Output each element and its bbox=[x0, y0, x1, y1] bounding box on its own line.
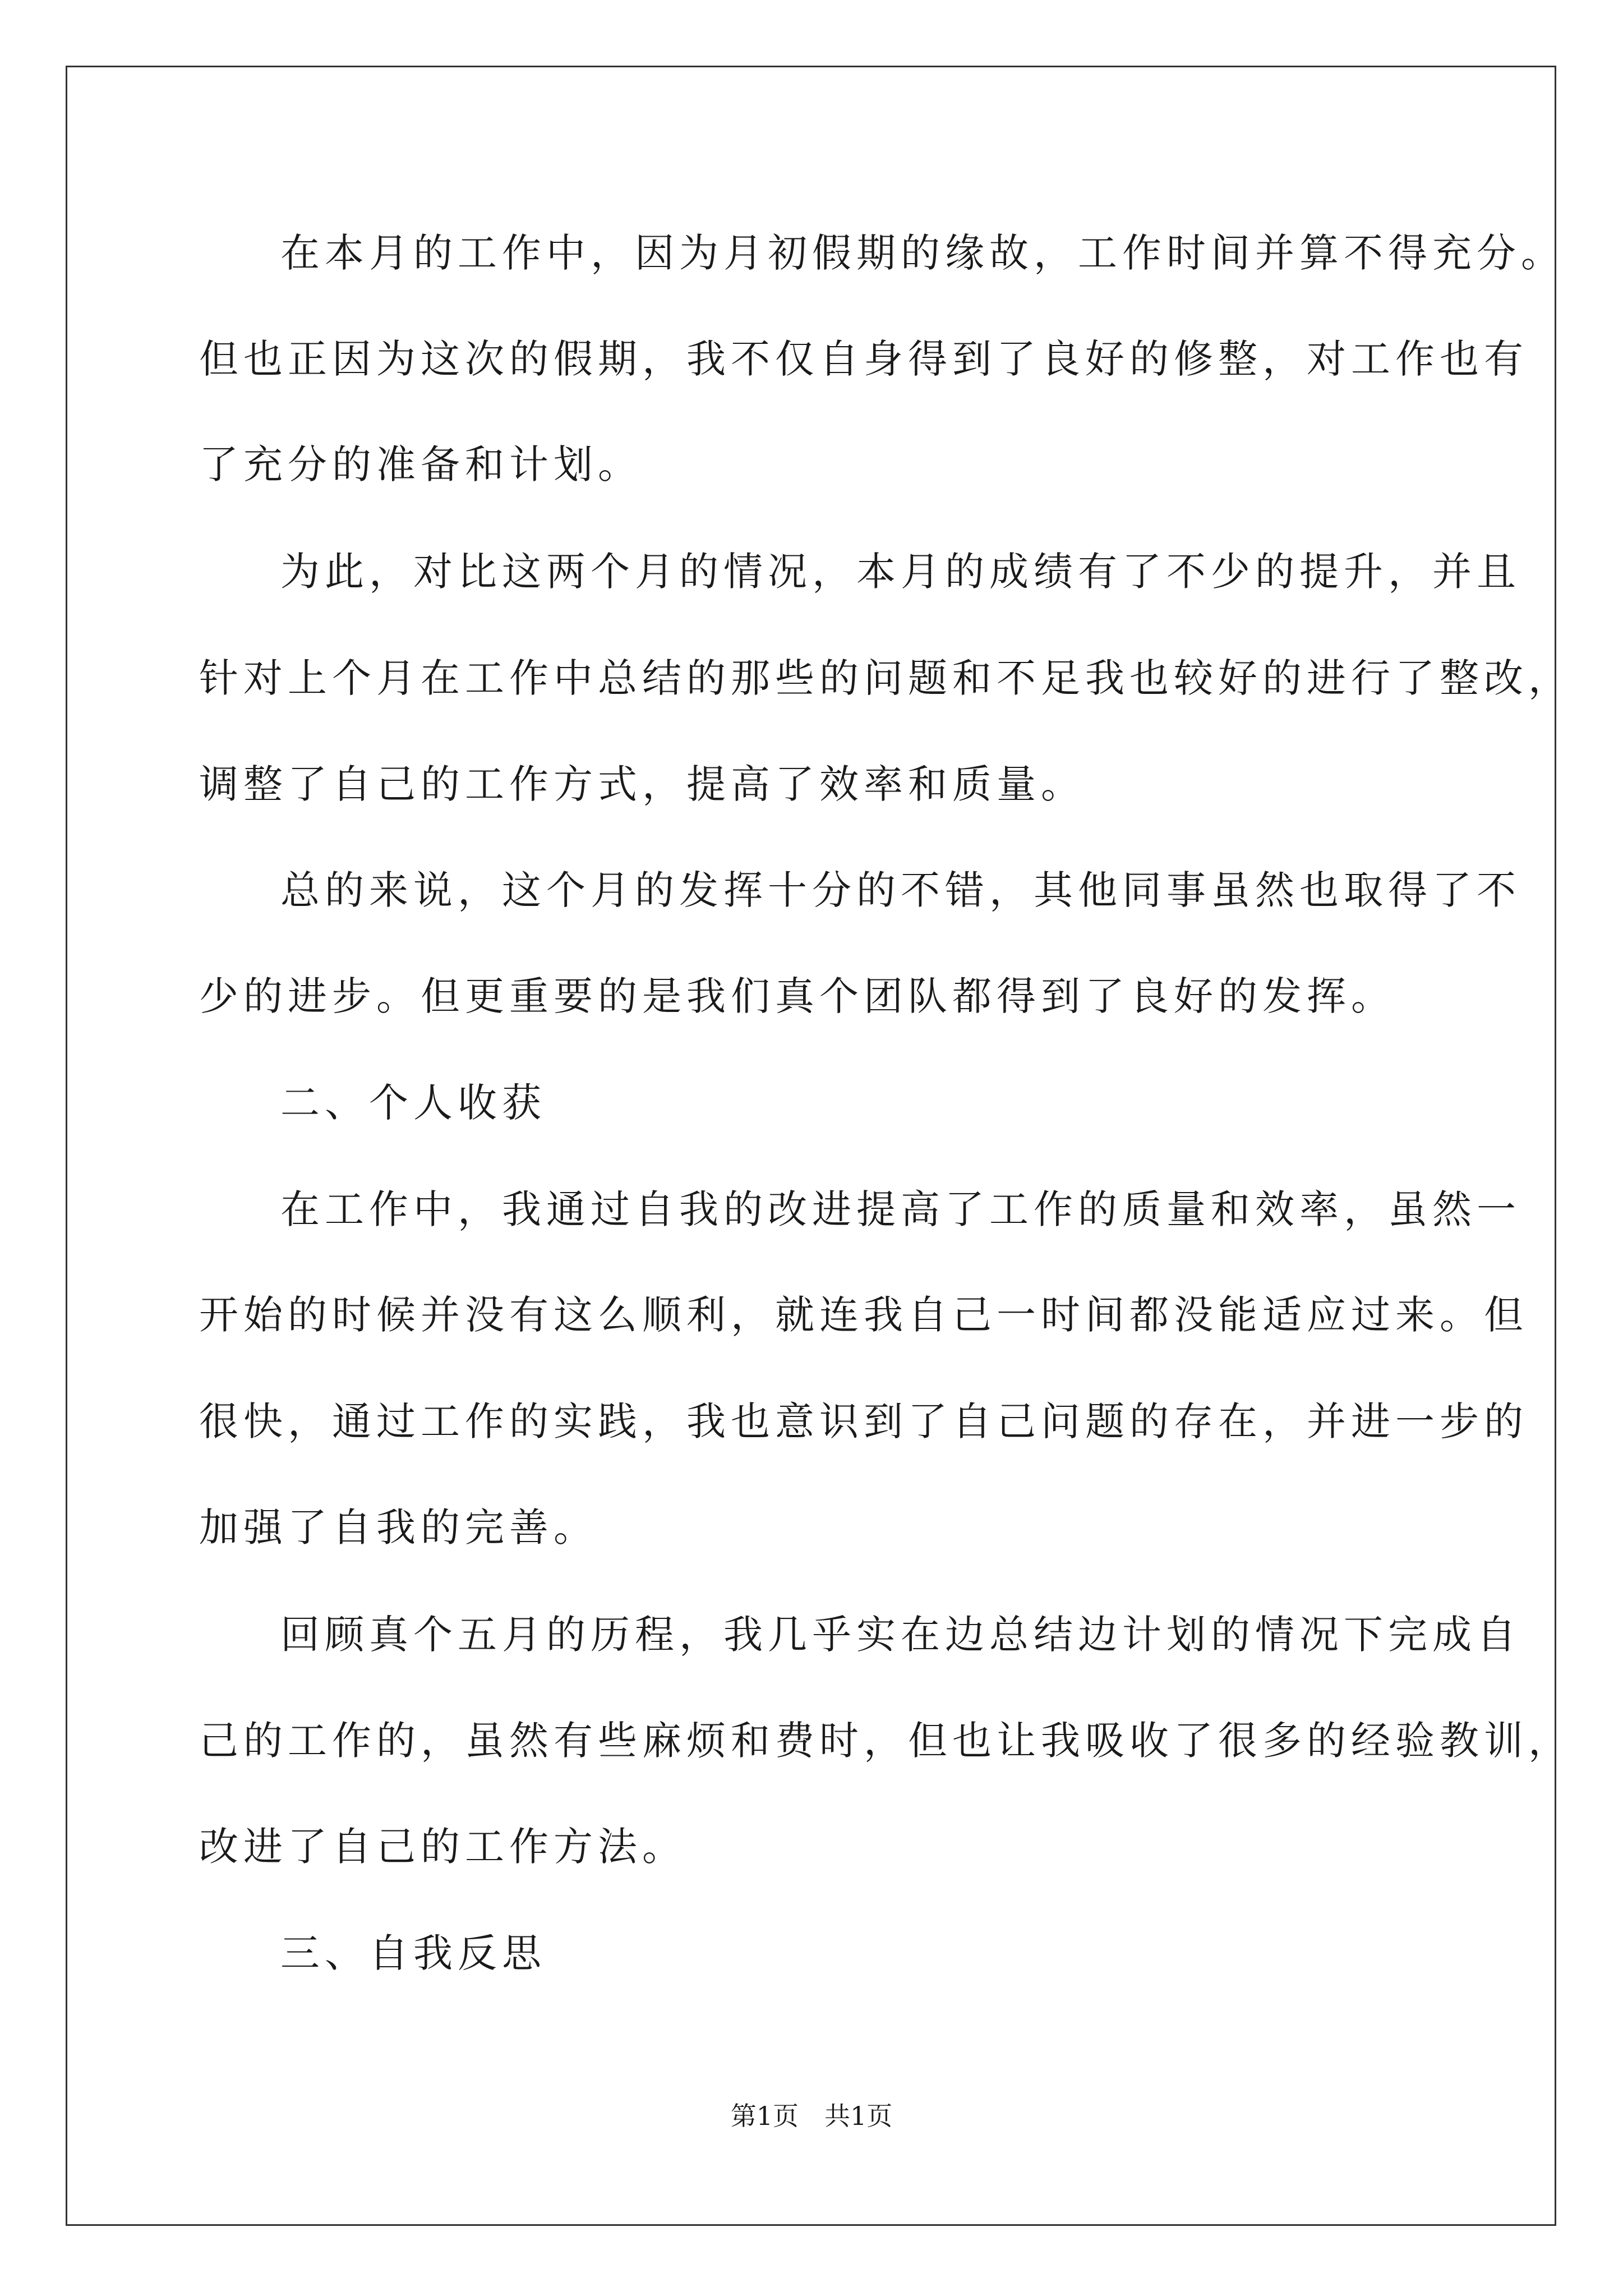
paragraph-4-line-4: 加强了自我的完善。 bbox=[199, 1504, 598, 1550]
paragraph-2-line-3: 调整了自己的工作方式，提高了效率和质量。 bbox=[199, 761, 1085, 807]
paragraph-2-line-1: 为此，对比这两个月的情况，本月的成绩有了不少的提升，并且 bbox=[280, 549, 1521, 595]
paragraph-3-line-1: 总的来说，这个月的发挥十分的不错，其他同事虽然也取得了不 bbox=[280, 867, 1521, 913]
paragraph-4-line-3: 很快，通过工作的实践，我也意识到了自己问题的存在，并进一步的 bbox=[199, 1398, 1528, 1444]
paragraph-1-line-2: 但也正因为这次的假期，我不仅自身得到了良好的修整，对工作也有 bbox=[199, 336, 1528, 382]
paragraph-4-line-1: 在工作中，我通过自我的改进提高了工作的质量和效率，虽然一 bbox=[280, 1186, 1521, 1232]
page-number-footer: 第1页 共1页 bbox=[730, 2101, 893, 2131]
section-heading-personal-gains: 二、个人收获 bbox=[280, 1080, 546, 1126]
paragraph-5-line-3: 改进了自己的工作方法。 bbox=[199, 1824, 686, 1870]
paragraph-3-line-2: 少的进步。但更重要的是我们真个团队都得到了良好的发挥。 bbox=[199, 973, 1395, 1019]
paragraph-5-line-1: 回顾真个五月的历程，我几乎实在边总结边计划的情况下完成自 bbox=[280, 1612, 1521, 1658]
page-border bbox=[66, 66, 1556, 2226]
paragraph-5-line-2: 己的工作的，虽然有些麻烦和费时，但也让我吸收了很多的经验教训， bbox=[199, 1718, 1573, 1764]
paragraph-1-line-1: 在本月的工作中，因为月初假期的缘故，工作时间并算不得充分。 bbox=[280, 230, 1565, 276]
paragraph-2-line-2: 针对上个月在工作中总结的那些的问题和不足我也较好的进行了整改， bbox=[199, 655, 1573, 701]
section-heading-self-reflection: 三、自我反思 bbox=[280, 1930, 546, 1976]
paragraph-4-line-2: 开始的时候并没有这么顺利，就连我自己一时间都没能适应过来。但 bbox=[199, 1292, 1528, 1338]
paragraph-1-line-3: 了充分的准备和计划。 bbox=[199, 441, 642, 487]
